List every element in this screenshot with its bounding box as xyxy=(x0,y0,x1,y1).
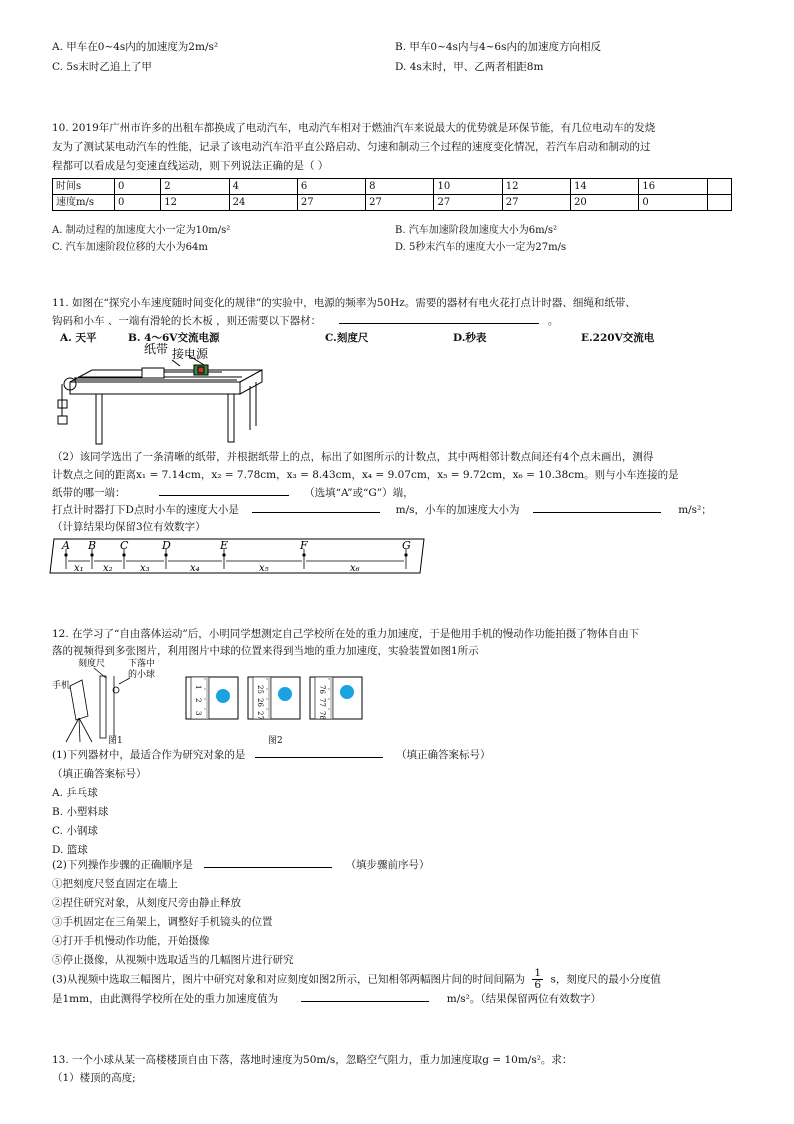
falling-ball xyxy=(340,685,354,699)
tape-point-label: A xyxy=(62,539,70,552)
q11-accel-blank[interactable] xyxy=(533,512,661,513)
table-cell: 16 xyxy=(639,179,707,195)
table-cell: 6 xyxy=(297,179,365,195)
q11-accel-prompt: m/s，小车的加速度大小为 xyxy=(395,504,520,516)
tape-point-label: E xyxy=(220,539,229,552)
q12-part2-prompt: (2)下列操作步骤的正确顺序是 xyxy=(52,859,193,871)
q12-option-b: B. 小塑料球 xyxy=(52,806,109,818)
q11-part2-line3 xyxy=(52,485,414,500)
tape-point xyxy=(222,553,225,556)
tape-point xyxy=(404,553,407,556)
q11-stem-line1: 11. 如图在“探究小车速度随时间变化的规律”的实验中，电源的频率为50Hz。需要的器材有电火花打点计时器、细绳和纸带、 xyxy=(52,297,636,309)
table-row xyxy=(53,195,732,211)
q9-option-a: A. 甲车在0~4s内的加速度为2m/s² xyxy=(52,41,219,53)
q12-step-4: ④打开手机慢动作功能，开始摄像 xyxy=(52,935,210,947)
q12-stem-line1: 12. 在学习了“自由落体运动”后，小明同学想测定自己学校所在处的重力加速度，于是他用手机的慢动作功能拍摄了物体自由下 xyxy=(52,628,640,640)
q12-part3-line2 xyxy=(52,991,601,1006)
tape-point-label: D xyxy=(162,539,171,552)
q10-option-b: B. 汽车加速阶段加速度大小为6m/s² xyxy=(395,225,558,236)
fig2-caption: 图2 xyxy=(268,736,283,746)
q11-stem-line2-text: 钩码和小车 、一端有滑轮的长木板 ，则还需要以下器材： xyxy=(52,315,322,327)
ruler-label: 1 xyxy=(194,685,202,690)
q12-part3-line1 xyxy=(52,968,661,991)
q12-figure-2 xyxy=(185,676,365,722)
q10-option-a: A. 制动过程的加速度大小一定为10m/s² xyxy=(52,225,231,236)
q10-stem-line3: 程都可以看成是匀变速直线运动，则下列说法正确的是（ ） xyxy=(52,160,329,172)
q12-part1-hint-2: （填正确答案标号） xyxy=(52,768,147,780)
q12-option-a: A. 乒乓球 xyxy=(52,787,98,799)
ruler-label: 78 xyxy=(318,711,326,720)
tape-segment-label: x₄ xyxy=(190,563,200,574)
ruler-label: 25 xyxy=(256,685,264,694)
table-cell: 12 xyxy=(161,195,229,211)
q12-part3-unit: s，刻度尺的最小分度值 xyxy=(550,973,661,986)
tape-segment-label: x₅ xyxy=(259,563,269,574)
q10-stem-line1: 10. 2019年广州市许多的出租车都换成了电动汽车，电动汽车相对于燃油汽车来说最大的优势就是环保节能，有几位电动车的发烧 xyxy=(52,122,656,134)
q12-object-blank[interactable] xyxy=(255,757,383,758)
q12-part2-line xyxy=(52,857,430,872)
q13-stem: 13. 一个小球从某一高楼楼顶自由下落，落地时速度为50m/s，忽略空气阻力，重力加速度取g = 10m/s²。求： xyxy=(52,1054,573,1066)
q11-fig-power-label: 接电源 xyxy=(172,347,209,361)
q12-figure-1 xyxy=(52,656,172,744)
table-cell: 时间s xyxy=(53,179,115,195)
table-cell xyxy=(707,195,731,211)
table-cell: 20 xyxy=(571,195,639,211)
q11-apparatus-figure xyxy=(52,340,282,450)
q11-velocity-prompt: 打点计时器打下D点时小车的速度大小是 xyxy=(52,504,239,516)
q11-stem-line2 xyxy=(52,313,558,328)
ruler-label: 77 xyxy=(318,698,326,707)
fig1-caption: 图1 xyxy=(108,736,123,746)
tape-point xyxy=(302,553,305,556)
table-cell: 2 xyxy=(161,179,229,195)
fig1-ball-label-1: 下落中 xyxy=(128,659,156,669)
q10-option-c: C. 汽车加速阶段位移的大小为64m xyxy=(52,242,208,253)
table-cell: 24 xyxy=(229,195,297,211)
table-cell: 0 xyxy=(115,195,161,211)
q11-part2-line1: （2）该同学选出了一条清晰的纸带，并根据纸带上的点，标出了如图所示的计数点，其中两相邻计数点间还有4个点未画出，测得 xyxy=(52,451,654,463)
table-cell: 27 xyxy=(434,195,502,211)
q11-accel-unit: m/s²； xyxy=(678,504,712,516)
q11-fig-tape-label: 纸带 xyxy=(144,342,169,356)
ruler-label: 2 xyxy=(194,698,202,703)
tape-point xyxy=(122,553,125,556)
q12-option-d: D. 篮球 xyxy=(52,844,88,856)
table-cell: 速度m/s xyxy=(53,195,115,211)
fraction-numerator: 1 xyxy=(534,967,542,979)
q12-step-3: ③手机固定在三角架上，调整好手机镜头的位置 xyxy=(52,916,273,928)
table-cell: 14 xyxy=(571,179,639,195)
q11-stem-period: 。 xyxy=(547,315,559,327)
q11-choice-d: D.秒表 xyxy=(453,332,487,344)
table-cell: 8 xyxy=(366,179,434,195)
q12-part1-line xyxy=(52,747,491,762)
table-cell xyxy=(707,179,731,195)
table-cell: 10 xyxy=(434,179,502,195)
fig1-phone-label: 手机 xyxy=(52,681,71,691)
q11-tape-diagram xyxy=(48,535,428,577)
table-row xyxy=(53,179,732,195)
q11-part2-line3-hint: （选填“A”或“G”）端， xyxy=(304,487,414,499)
table-cell: 12 xyxy=(502,179,570,195)
tape-segment-label: x₃ xyxy=(140,563,150,574)
fraction-denominator: 6 xyxy=(534,979,542,991)
tape-segment-label: x₁ xyxy=(74,563,84,574)
q11-velocity-blank[interactable] xyxy=(252,512,380,513)
q12-part3-prompt: (3)从视频中选取三幅图片，图片中研究对象和对应刻度如图2所示，已知相邻两幅图片间的时间间隔为 xyxy=(52,973,526,986)
tape-point xyxy=(64,553,67,556)
q12-fraction xyxy=(532,968,543,991)
q11-part2-line2: 计数点之间的距离x₁ = 7.14cm，x₂ = 7.78cm，x₃ = 8.43cm，x₄ = 9.07cm，x₅ = 9.72cm，x₆ = 10.38cm。则与小车连接的是 xyxy=(52,469,679,481)
tape-point-label: G xyxy=(402,539,411,552)
q13-part1: （1）楼顶的高度; xyxy=(52,1072,136,1084)
q12-part2-hint: （填步骤前序号） xyxy=(345,859,430,871)
q12-option-c: C. 小钢球 xyxy=(52,825,98,837)
q11-part2-line5: （计算结果均保留3位有效数字） xyxy=(52,521,206,533)
q9-option-c: C. 5s末时乙追上了甲 xyxy=(52,61,152,73)
q9-option-b: B. 甲车0~4s内与4~6s内的加速度方向相反 xyxy=(395,41,601,53)
tape-segment-label: x₆ xyxy=(350,563,360,574)
tape-point-label: C xyxy=(120,539,129,552)
q12-step-2: ②捏住研究对象，从刻度尺旁由静止释放 xyxy=(52,897,241,909)
tape-point xyxy=(90,553,93,556)
q12-gravity-blank[interactable] xyxy=(301,1001,429,1002)
q10-option-d: D. 5秒末汽车的速度大小一定为27m/s xyxy=(395,242,567,253)
q12-step-5: ⑤停止摄像，从视频中选取适当的几幅图片进行研究 xyxy=(52,954,294,966)
q10-stem-line2: 友为了测试某电动汽车的性能，记录了该电动汽车沿平直公路启动、匀速和制动三个过程的速度变化情况，若汽车启动和制动的过 xyxy=(52,141,651,153)
q11-equipment-blank[interactable] xyxy=(339,323,539,324)
q11-tape-end-blank[interactable] xyxy=(159,495,289,496)
q11-choice-a: A. 天平 xyxy=(60,332,97,344)
fig1-ruler-label: 刻度尺 xyxy=(78,659,106,669)
tape-segment-label: x₂ xyxy=(103,563,113,574)
q12-part3-hint: m/s²。（结果保留两位有效数字） xyxy=(446,993,602,1005)
ruler-label: 3 xyxy=(194,711,202,716)
q11-choice-e: E.220V交流电 xyxy=(581,332,655,344)
tape-point-label: F xyxy=(300,539,308,552)
ruler-label: 76 xyxy=(318,685,326,694)
table-cell: 27 xyxy=(297,195,365,211)
fig1-ball-label-2: 的小球 xyxy=(128,670,156,680)
falling-ball xyxy=(278,687,292,701)
q11-choice-b: B. 4～6V交流电源 xyxy=(128,332,220,344)
table-cell: 4 xyxy=(229,179,297,195)
q12-part3-prompt-2: 是1mm，由此测得学校所在处的重力加速度值为 xyxy=(52,993,279,1005)
q11-part2-line3-text: 纸带的哪一端： xyxy=(52,487,126,499)
q12-stem-line2: 落的视频得到多张图片，利用图片中球的位置来得到当地的重力加速度，实验装置如图1所示 xyxy=(52,645,479,657)
falling-ball xyxy=(216,689,230,703)
q12-order-blank[interactable] xyxy=(204,867,332,868)
table-cell: 0 xyxy=(115,179,161,195)
q12-part1-prompt: (1)下列器材中，最适合作为研究对象的是 xyxy=(52,749,246,761)
tape-point-label: B xyxy=(88,539,97,552)
table-cell: 27 xyxy=(366,195,434,211)
q11-choice-c: C.刻度尺 xyxy=(325,332,369,344)
ruler-label: 27 xyxy=(256,711,264,720)
q10-data-table xyxy=(52,178,732,211)
q12-part1-hint: （填正确答案标号） xyxy=(396,749,491,761)
q12-step-1: ①把刻度尺竖直固定在墙上 xyxy=(52,878,178,890)
q11-part2-line4 xyxy=(52,502,712,517)
q9-option-d: D. 4s末时，甲、乙两者相距8m xyxy=(395,61,544,73)
table-cell: 0 xyxy=(639,195,707,211)
ruler-label: 26 xyxy=(256,698,264,707)
table-cell: 27 xyxy=(502,195,570,211)
tape-point xyxy=(164,553,167,556)
